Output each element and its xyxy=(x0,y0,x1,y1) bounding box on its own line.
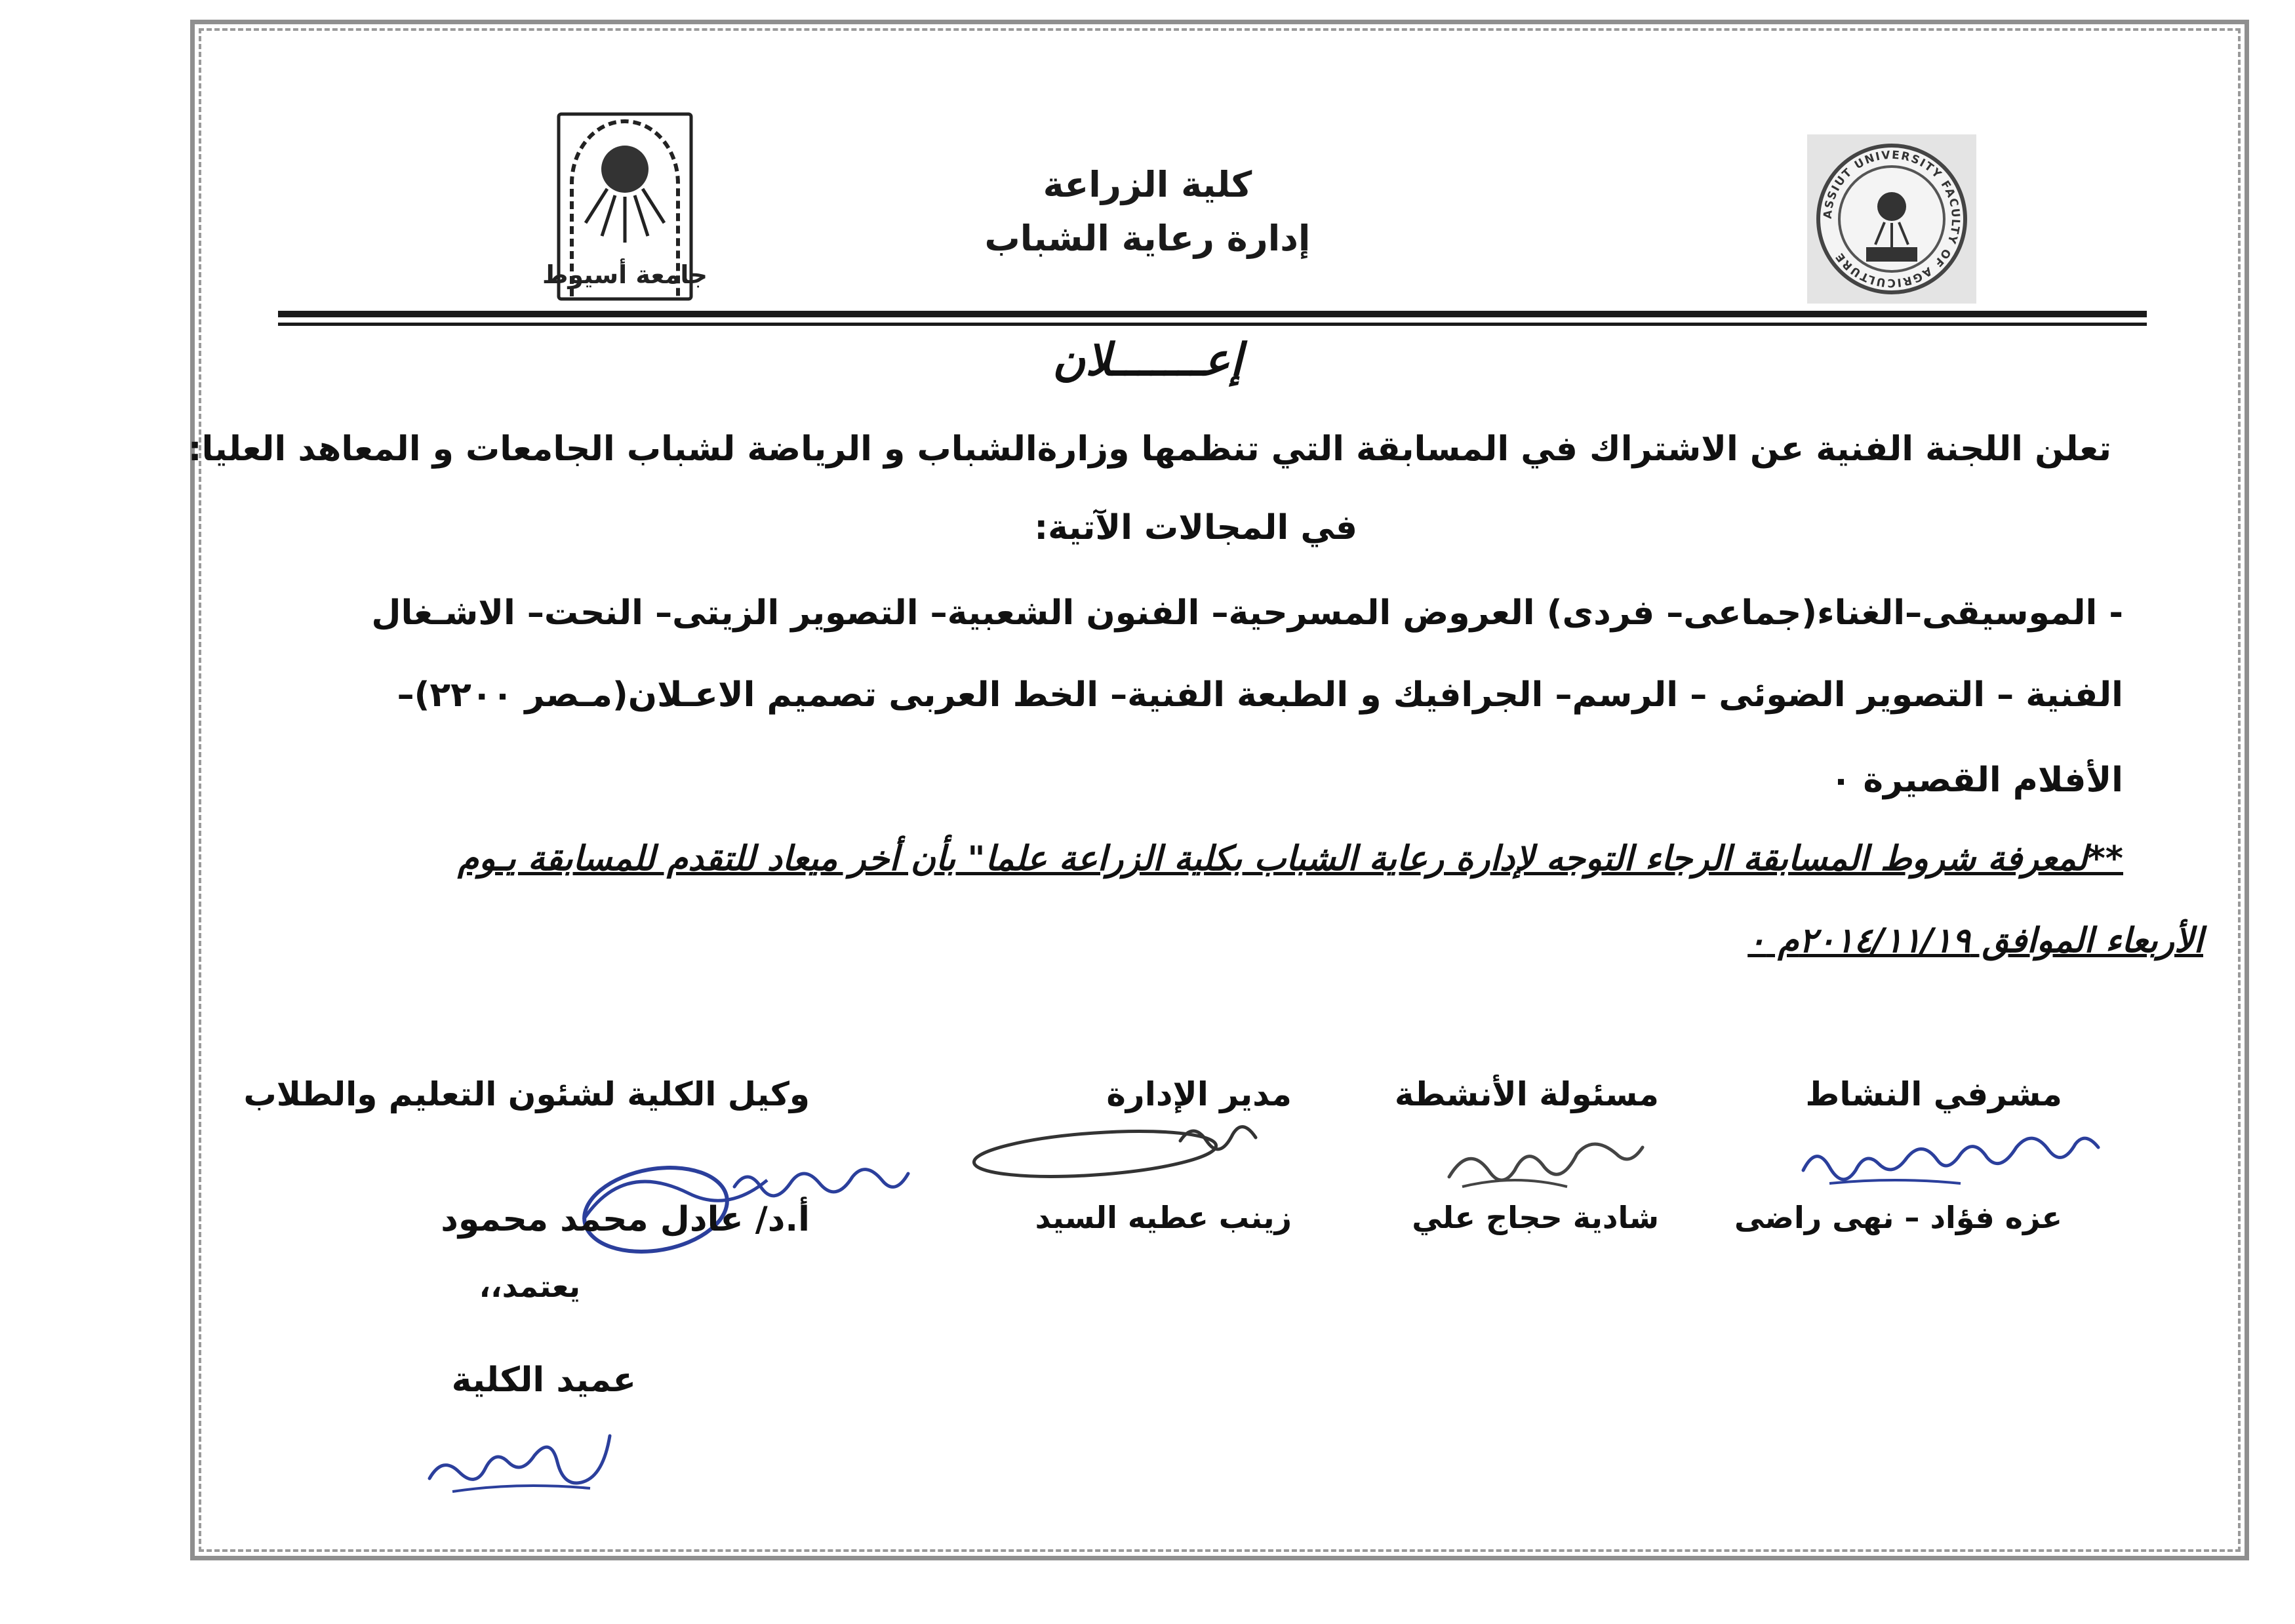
signature-activities-officer xyxy=(1436,1124,1652,1203)
body-line-4: الفنية – التصوير الضوئى – الرسم– الجرافيك و الطبعة الفنية– الخط العربى تصميم الاعـلان(مـصر ٢٢٠٠)– xyxy=(397,675,2123,715)
announcement-title: إعـــــــلان xyxy=(1052,334,1243,386)
signature-name-department-manager: زينب عطيه السيد xyxy=(1035,1200,1292,1235)
department-name: إدارة رعاية الشباب xyxy=(984,218,1311,259)
faculty-name: كلية الزراعة xyxy=(1043,164,1252,205)
faculty-of-agriculture-seal xyxy=(1807,134,1976,304)
signature-name-activity-supervisors: عزه فؤاد – نهى راضى xyxy=(1734,1200,2062,1235)
seal-text: ASSIUT UNIVERSITY FACULTY OF AGRICULTURE xyxy=(1821,148,1963,290)
body-line-2: في المجالات الآتية: xyxy=(1034,508,1357,547)
note-line-1: **لمعرفة شروط المسابقة الرجاء التوجه لإدارة رعاية الشباب بكلية الزراعة علما" بأن أخر ميعاد للتقدم للمسابقة يـوم xyxy=(458,839,2123,879)
signature-activity-supervisors xyxy=(1790,1124,2118,1197)
body-line-5: الأفلام القصيرة ٠ xyxy=(1830,761,2123,800)
signature-title-department-manager: مدير الإدارة xyxy=(1106,1075,1292,1113)
signature-dean xyxy=(413,1410,629,1508)
body-line-3: - الموسيقى–الغناء(جماعى– فردى) العروض المسرحية– الفنون الشعبية– التصوير الزيتى– النحت– الاشـغال xyxy=(371,593,2123,633)
approval-text: يعتمد،، xyxy=(479,1269,580,1304)
signature-title-vice-dean: وكيل الكلية لشئون التعليم والطلاب xyxy=(243,1075,810,1113)
assiut-university-logo xyxy=(542,111,708,302)
dean-title: عميد الكلية xyxy=(451,1360,636,1400)
header-rule-thick xyxy=(278,311,2147,317)
signature-name-activities-officer: شادية حجاج علي xyxy=(1412,1200,1659,1235)
logo-left-text: جامعة أسيوط xyxy=(542,260,708,289)
signature-title-activity-supervisors: مشرفي النشاط xyxy=(1805,1075,2062,1113)
header-rule-thin xyxy=(278,323,2147,326)
signature-title-activities-officer: مسئولة الأنشطة xyxy=(1394,1075,1659,1113)
body-line-1: تعلن اللجنة الفنية عن الاشتراك في المسابقة التي تنظمها وزارةالشباب و الرياضة لشباب الجامعات و المعاهد العليا: xyxy=(188,429,2111,469)
signature-department-manager xyxy=(964,1115,1272,1187)
note-line-2: الأربعاء الموافق ٢٠١٤/١١/١٩م ٠ xyxy=(1747,921,2203,961)
signature-name-vice-dean: أ.د/ عادل محمد محمود xyxy=(441,1200,810,1239)
